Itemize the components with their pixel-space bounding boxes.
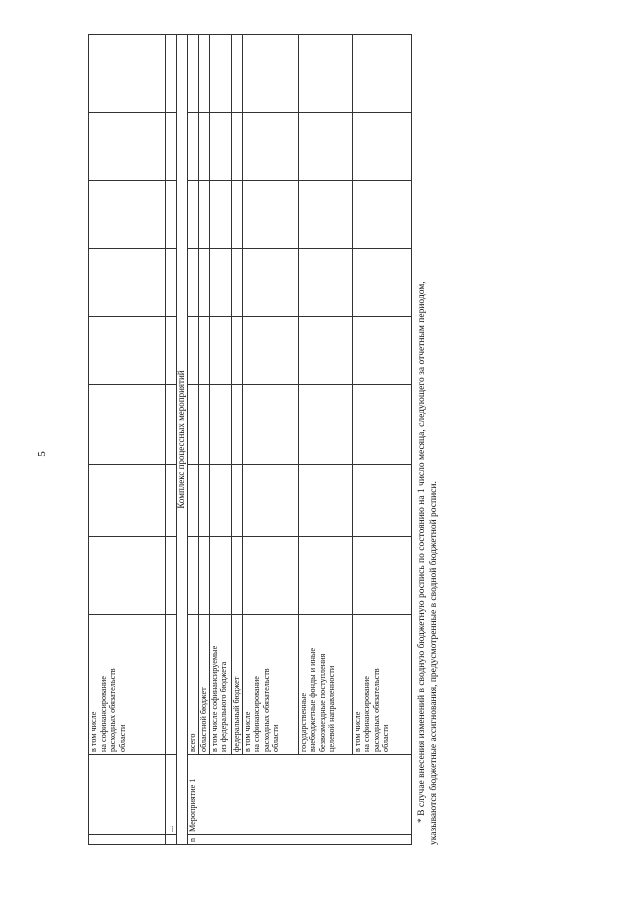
table-row: [187, 35, 198, 845]
ellipsis-cell: ...: [166, 755, 177, 835]
table-row: [166, 35, 177, 845]
number-cell: [166, 835, 177, 845]
event-name: Мероприятие 1: [187, 755, 411, 835]
source-label-cell: федеральный бюджет: [231, 615, 242, 755]
source-label-cell: в том числе на софинансирование расходных обязательств области: [352, 615, 411, 755]
table-row: [352, 35, 411, 845]
page-number: 5: [36, 451, 48, 457]
source-label-cell: в том числе софинансируемые из федерального бюджета: [209, 615, 231, 755]
event-number: n: [187, 835, 411, 845]
rotated-page-content: [88, 5, 439, 845]
source-label-cell: государственные внебюджетные фонды и иные безвозмездные поступления целевой направленности: [298, 615, 352, 755]
table-row: [209, 35, 231, 845]
source-label-cell: областной бюджет: [198, 615, 209, 755]
section-header: Комплекс процессных мероприятий: [177, 35, 188, 845]
source-label-cell: всего: [187, 615, 198, 755]
budget-table: [88, 34, 412, 845]
footnote: [416, 45, 440, 845]
event-name-cell: [89, 755, 166, 835]
table-row: [298, 35, 352, 845]
section-header-row: [177, 35, 188, 845]
footnote-line-2: указываются бюджетные ассигнования, предусмотренные в сводной бюджетной росписи.: [429, 481, 439, 845]
source-label-cell: в том числе на софинансирование расходных обязательств области: [89, 615, 166, 755]
table-row: [231, 35, 242, 845]
footnote-line-1: * В случае внесения изменений в сводную бюджетную роспись по состоянию на 1 число месяца, следующего за отчетным периодом,: [417, 281, 427, 823]
number-cell: [89, 835, 166, 845]
table-row: [242, 35, 298, 845]
table-row: [198, 35, 209, 845]
table-row: [89, 35, 166, 845]
source-label-cell: в том числе на софинансирование расходных обязательств области: [242, 615, 298, 755]
